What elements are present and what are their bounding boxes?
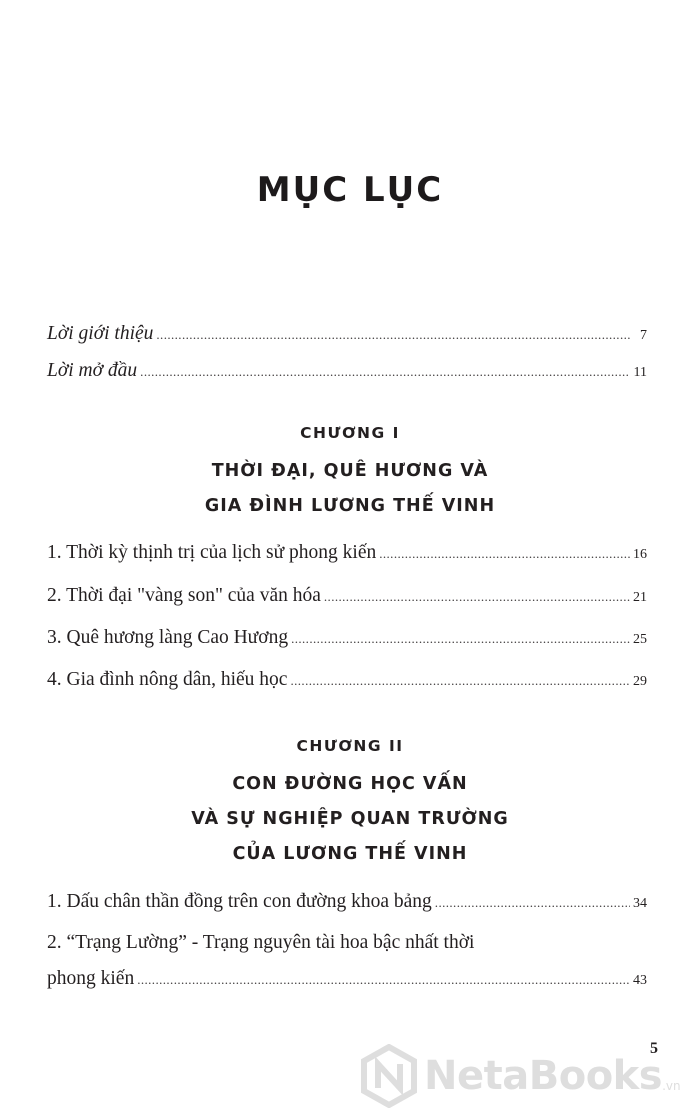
toc-entry[interactable] [47, 540, 647, 568]
chapter-title-line: CON ĐƯỜNG HỌC VẤN [232, 774, 468, 794]
watermark-brand: NetaBooks [424, 1053, 663, 1099]
toc-entry-label: 3. Quê hương làng Cao Hương [47, 627, 289, 648]
toc-entry-page: 21 [633, 590, 647, 605]
toc-entry-page: 34 [633, 896, 647, 911]
chapter-1-label: CHƯƠNG I [300, 424, 400, 442]
chapter-1-title [0, 454, 700, 524]
toc-entry-loi-gioi-thieu[interactable] [47, 321, 647, 349]
page-number: 5 [650, 1040, 658, 1057]
chapter-2-label: CHƯƠNG II [296, 737, 404, 755]
toc-entry-label: 1. Dấu chân thần đồng trên con đường khoa bảng [47, 891, 432, 912]
dot-leader [379, 541, 630, 567]
toc-entry-page: 7 [640, 328, 647, 343]
toc-entry-page: 16 [633, 547, 647, 562]
chapter-2-title [0, 767, 700, 872]
toc-entry-label: Lời mở đầu [47, 360, 138, 381]
hexagon-logo-icon [360, 1044, 418, 1108]
toc-entry-page: 25 [633, 632, 647, 647]
toc-entry-page: 43 [633, 973, 647, 988]
page-title: MỤC LỤC [256, 170, 444, 210]
watermark-logo [360, 1043, 681, 1109]
dot-leader [290, 668, 630, 694]
chapter-title-line: CỦA LƯƠNG THẾ VINH [232, 844, 468, 864]
dot-leader [137, 962, 630, 998]
toc-entry-wrapped[interactable] [47, 925, 647, 999]
toc-entry-label-line2: phong kiến [47, 968, 135, 989]
watermark-suffix: .vn [662, 1079, 681, 1093]
toc-entry-label-line1: 2. “Trạng Lường” - Trạng nguyên tài hoa bậc nhất thời [47, 932, 475, 953]
toc-entry[interactable] [47, 667, 647, 695]
chapter-title-line: GIA ĐÌNH LƯƠNG THẾ VINH [204, 496, 496, 516]
dot-leader [324, 584, 630, 610]
toc-entry-label: Lời giới thiệu [47, 323, 154, 344]
dot-leader [156, 322, 630, 348]
toc-entry-label: 1. Thời kỳ thịnh trị của lịch sử phong kiến [47, 542, 377, 563]
dot-leader [291, 626, 630, 652]
toc-entry-label: 4. Gia đình nông dân, hiếu học [47, 669, 288, 690]
dot-leader [140, 359, 630, 385]
toc-entry-loi-mo-dau[interactable] [47, 358, 647, 386]
toc-entry-label: 2. Thời đại "vàng son" của văn hóa [47, 585, 321, 606]
dot-leader [435, 890, 630, 916]
toc-entry-page: 11 [633, 365, 647, 380]
chapter-title-line: VÀ SỰ NGHIỆP QUAN TRƯỜNG [191, 809, 509, 829]
toc-entry[interactable] [47, 583, 647, 611]
toc-entry[interactable] [47, 625, 647, 653]
chapter-title-line: THỜI ĐẠI, QUÊ HƯƠNG VÀ [211, 461, 489, 481]
toc-entry[interactable] [47, 889, 647, 917]
toc-entry-page: 29 [633, 674, 647, 689]
toc-entry-line2 [47, 961, 647, 999]
